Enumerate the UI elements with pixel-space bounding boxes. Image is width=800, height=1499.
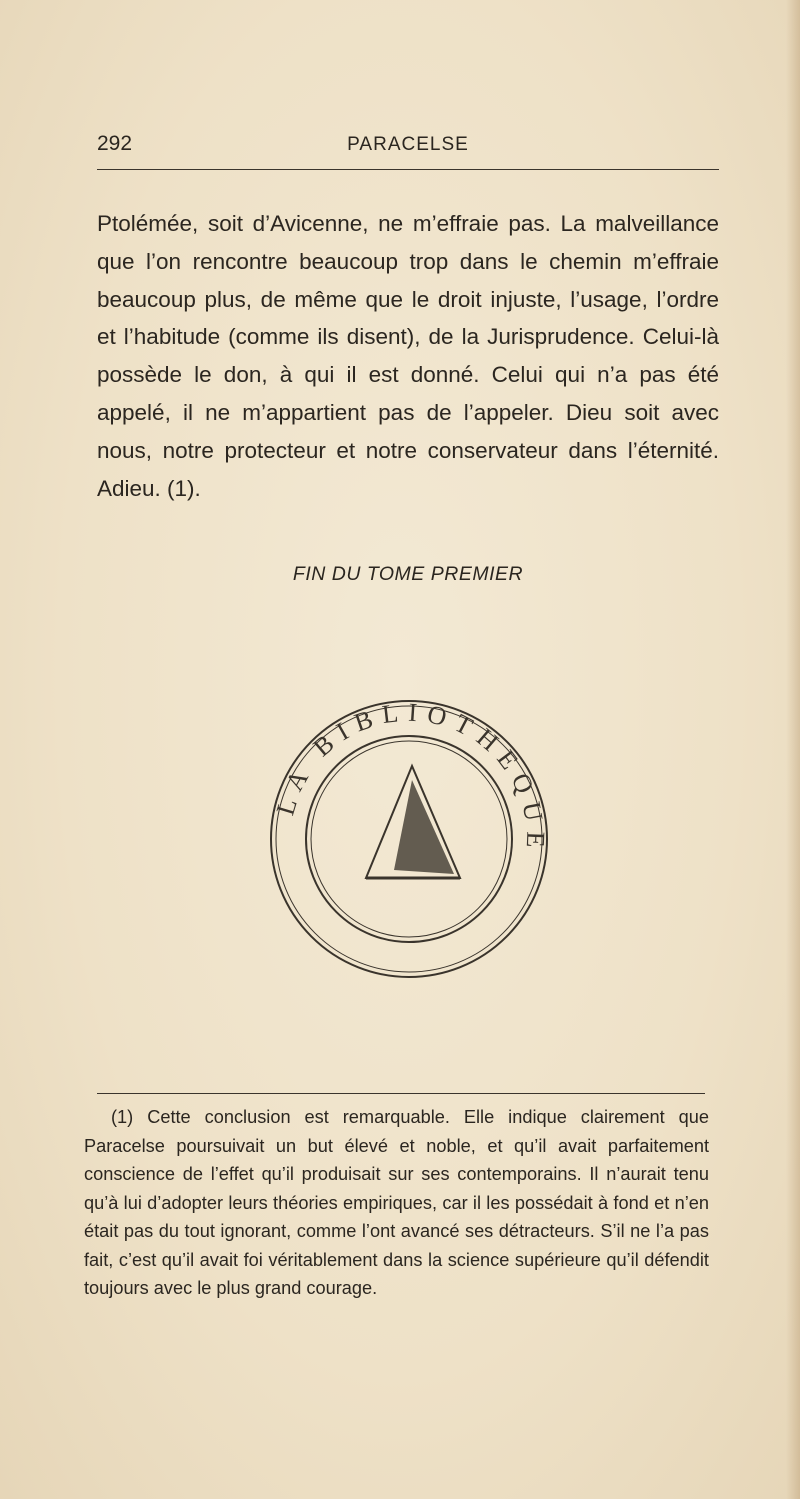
footnote-rule	[97, 1093, 705, 1094]
page-edge-shadow	[786, 0, 800, 1499]
end-of-volume-text: FIN DU TOME PREMIER	[292, 563, 524, 585]
page-header	[97, 132, 719, 166]
triangle-seal-icon	[264, 694, 554, 984]
footnote: (1) Cette conclusion est remarquable. Elle indique clairement que Paracelse poursuivait un but élevé et noble, et qu’il avait parfaitement conscience de l’effet qu’il produisait sur ses contemporains. Il n’aurait tenu qu’à lui d’adopter leurs théories empiriques, car il les possédait à fond et n’en était pas du tout ignorant, comme l’ont avancé ses détracteurs. S’il ne l’a pas fait, c’est qu’il avait foi véritablement dans la science supérieure qu’il défendit toujours avec le plus grand courage.	[84, 1107, 709, 1298]
seal-lettering: LA BIBLIOTHEQUE	[270, 697, 551, 857]
page-number: 292	[97, 132, 133, 155]
header-rule	[97, 169, 719, 170]
body-paragraph: Ptolémée, soit d’Avicenne, ne m’effraie pas. La malveillance que l’on rencontre beaucoup trop dans le chemin m’effraie beaucoup plus, de même que le droit injuste, l’usage, l’ordre et l’habitude (comme ils disent), de la Jurisprudence. Celui-là possède le don, à qui il est donné. Celui qui n’a pas été appelé, il ne m’appartient pas de l’appeler. Dieu soit avec nous, notre protecteur et notre conservateur dans l’éternité. Adieu. (1).	[97, 211, 719, 501]
running-title: PARACELSE	[347, 134, 469, 155]
